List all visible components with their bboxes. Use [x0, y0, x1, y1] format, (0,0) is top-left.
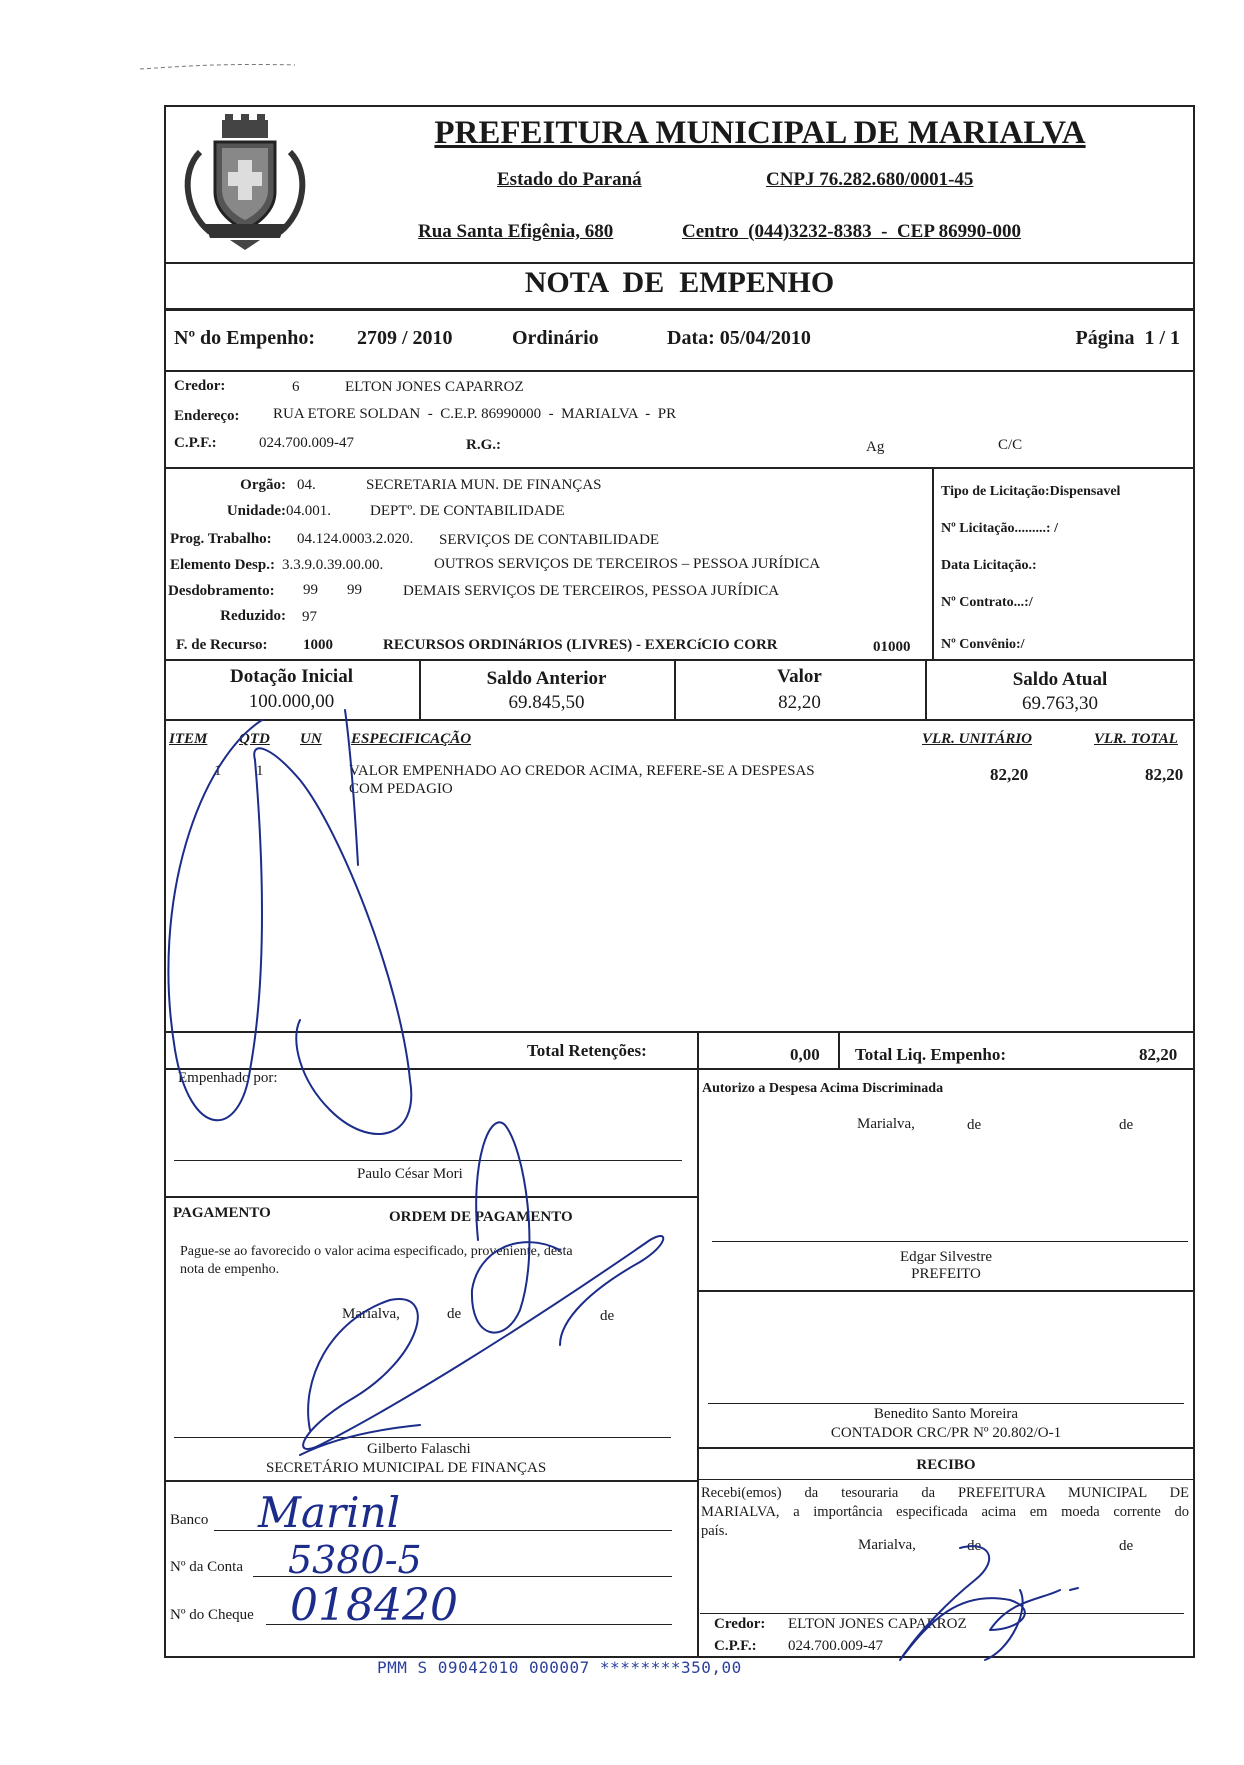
- autorizo-de2: de: [1119, 1117, 1134, 1133]
- recibo-cpf-label: C.P.F.:: [714, 1638, 757, 1654]
- recibo-de2: de: [1119, 1538, 1134, 1554]
- pagamento-de2: de: [600, 1308, 615, 1324]
- liquido-value: 82,20: [1139, 1045, 1178, 1064]
- prog-label: Prog. Trabalho:: [170, 531, 272, 547]
- col-espec: ESPECIFICAÇÃO: [351, 731, 472, 747]
- header-address: Rua Santa Efigênia, 680: [418, 221, 614, 242]
- dotacao-inicial-label: Dotação Inicial: [230, 666, 353, 687]
- signature-loop-3: [472, 1122, 560, 1332]
- dotacao-inicial-value: 100.000,00: [248, 691, 335, 712]
- tipo-licitacao: Tipo de Licitação:Dispensavel: [941, 484, 1121, 499]
- saldo-anterior-label: Saldo Anterior: [486, 668, 607, 689]
- cheque-value: 018420: [290, 1580, 458, 1631]
- page-title: PREFEITURA MUNICIPAL DE MARIALVA: [434, 115, 1086, 151]
- recibo-credor-value: ELTON JONES CAPARROZ: [788, 1616, 967, 1632]
- recibo-city: Marialva,: [858, 1537, 916, 1553]
- empenho-type: Ordinário: [512, 327, 599, 349]
- numero-licitacao: Nº Licitação.........: /: [941, 521, 1058, 536]
- signature-recibo-tick: [1070, 1588, 1078, 1590]
- unidade-code: 04.001.: [286, 503, 331, 519]
- item-vlr-unit: 82,20: [990, 765, 1029, 784]
- unidade-name: DEPTº. DE CONTABILIDADE: [370, 503, 565, 519]
- recibo-title: RECIBO: [916, 1457, 976, 1473]
- header-cnpj: CNPJ 76.282.680/0001-45: [766, 169, 974, 190]
- recurso-code2: 01000: [873, 639, 911, 655]
- header-address-rest: Centro (044)3232-8383 - CEP 86990-000: [682, 221, 1021, 242]
- desd-name: DEMAIS SERVIÇOS DE TERCEIROS, PESSOA JURÍDICA: [403, 583, 780, 599]
- desd-label: Desdobramento:: [168, 583, 275, 599]
- elem-name: OUTROS SERVIÇOS DE TERCEIROS – PESSOA JURÍDICA: [434, 556, 821, 572]
- recurso-label: F. de Recurso:: [176, 637, 268, 653]
- item-vlr-total: 82,20: [1145, 765, 1184, 784]
- item-espec-line1: VALOR EMPENHADO AO CREDOR ACIMA, REFERE-SE A DESPESAS: [349, 763, 815, 779]
- rg-label: R.G.:: [466, 437, 501, 453]
- liquido-label: Total Liq. Empenho:: [855, 1045, 1006, 1064]
- orgao-name: SECRETARIA MUN. DE FINANÇAS: [366, 477, 602, 493]
- prog-code: 04.124.0003.2.020.: [297, 531, 414, 547]
- pagamento-signer: Gilberto Falaschi: [367, 1441, 471, 1457]
- numero-contrato: Nº Contrato...:/: [941, 595, 1033, 610]
- col-un: UN: [300, 731, 322, 747]
- banco-value: Marinl: [258, 1488, 401, 1537]
- credor-code: 6: [292, 379, 300, 395]
- ordem-pagamento-label: ORDEM DE PAGAMENTO: [389, 1209, 573, 1225]
- item-espec-line2: COM PEDAGIO: [349, 781, 453, 797]
- autorizo-city: Marialva,: [857, 1116, 915, 1132]
- page-number: Página 1 / 1: [1075, 327, 1180, 349]
- endereco-label: Endereço:: [174, 408, 240, 424]
- pagamento-de1: de: [447, 1306, 462, 1322]
- conta-value: 5380-5: [288, 1538, 422, 1582]
- contador-role: CONTADOR CRC/PR Nº 20.802/O-1: [830, 1425, 1062, 1441]
- numero-convenio: Nº Convênio:/: [941, 637, 1025, 652]
- credor-name: ELTON JONES CAPARROZ: [345, 379, 524, 395]
- cc-label: C/C: [998, 437, 1023, 453]
- autorizo-signer: Edgar Silvestre: [899, 1249, 993, 1265]
- valor-value: 82,20: [778, 692, 821, 713]
- signature-recibo: [900, 1546, 1060, 1660]
- document-title: NOTA DE EMPENHO: [524, 266, 835, 299]
- autorizo-label: Autorizo a Despesa Acima Discriminada: [702, 1081, 944, 1096]
- retencoes-value: 0,00: [790, 1045, 820, 1064]
- recibo-text-line3: país.: [701, 1523, 728, 1539]
- reduzido-value: 97: [302, 609, 317, 625]
- orgao-code: 04.: [297, 477, 316, 493]
- empenhado-label: Empenhado por:: [178, 1070, 278, 1086]
- recibo-credor-label: Credor:: [714, 1616, 766, 1632]
- machine-stamp: PMM S 09042010 000007 ********350,00: [377, 1658, 742, 1677]
- endereco-value: RUA ETORE SOLDAN - C.E.P. 86990000 - MARIALVA - PR: [273, 406, 677, 422]
- reduzido-label: Reduzido:: [220, 608, 286, 624]
- banco-label: Banco: [170, 1512, 209, 1528]
- ag-label: Ag: [866, 439, 885, 455]
- col-vlr-unit: VLR. UNITÁRIO: [922, 731, 1033, 747]
- valor-label: Valor: [777, 666, 822, 687]
- data-licitacao: Data Licitação.:: [941, 558, 1037, 573]
- autorizo-de1: de: [967, 1117, 982, 1133]
- signature-stroke-5: [300, 1425, 420, 1455]
- signature-stroke-2: [345, 710, 358, 865]
- recurso-code: 1000: [303, 637, 333, 653]
- signature-stroke-4: [303, 1236, 663, 1449]
- elem-label: Elemento Desp.:: [170, 557, 275, 573]
- pagamento-label: PAGAMENTO: [173, 1205, 271, 1221]
- prog-name: SERVIÇOS DE CONTABILIDADE: [439, 532, 660, 548]
- elem-code: 3.3.9.0.39.00.00.: [282, 557, 384, 573]
- credor-label: Credor:: [174, 378, 226, 394]
- empenhado-signer: Paulo César Mori: [357, 1166, 463, 1182]
- empenho-date: Data: 05/04/2010: [667, 327, 811, 349]
- saldo-atual-value: 69.763,30: [1022, 693, 1098, 714]
- orgao-label: Orgão:: [240, 477, 286, 493]
- cpf-label: C.P.F.:: [174, 435, 217, 451]
- recibo-text-line1: Recebi(emos) da tesouraria da PREFEITURA MUNICIPAL DE: [701, 1485, 1189, 1501]
- autorizo-role: PREFEITO: [911, 1266, 981, 1282]
- recibo-text-line2: MARIALVA, a importância especificada acima em moeda corrente do: [701, 1504, 1189, 1520]
- saldo-anterior-value: 69.845,50: [508, 692, 585, 713]
- cpf-value: 024.700.009-47: [259, 435, 354, 451]
- pagamento-role: SECRETÁRIO MUNICIPAL DE FINANÇAS: [266, 1460, 547, 1476]
- col-qtd: QTD: [239, 731, 270, 747]
- conta-label: Nº da Conta: [170, 1559, 243, 1575]
- unidade-label: Unidade:: [226, 503, 286, 519]
- cheque-label: Nº do Cheque: [170, 1607, 254, 1623]
- desd-code2: 99: [347, 582, 362, 598]
- pagamento-text-line2: nota de empenho.: [180, 1262, 280, 1277]
- empenho-label: Nº do Empenho:: [174, 327, 316, 349]
- recibo-de1: de: [967, 1538, 982, 1554]
- signature-loop-1: [168, 720, 411, 1134]
- pagamento-text-line1: Pague-se ao favorecido o valor acima especificado, proveniente, desta: [180, 1244, 573, 1259]
- item-qtd: 1: [256, 763, 264, 779]
- recibo-cpf-value: 024.700.009-47: [788, 1638, 883, 1654]
- col-vlr-total: VLR. TOTAL: [1094, 731, 1178, 747]
- item-number: 1: [214, 763, 222, 779]
- saldo-atual-label: Saldo Atual: [1012, 669, 1108, 690]
- retencoes-label: Total Retenções:: [527, 1041, 647, 1060]
- empenho-number: 2709 / 2010: [357, 327, 453, 349]
- contador-signer: Benedito Santo Moreira: [873, 1406, 1019, 1422]
- pagamento-city: Marialva,: [342, 1306, 400, 1322]
- header-state: Estado do Paraná: [497, 169, 642, 190]
- desd-code1: 99: [303, 582, 318, 598]
- recurso-name: RECURSOS ORDINáRIOS (LIVRES) - EXERCíCIO CORR: [383, 637, 778, 653]
- col-item: ITEM: [169, 731, 208, 747]
